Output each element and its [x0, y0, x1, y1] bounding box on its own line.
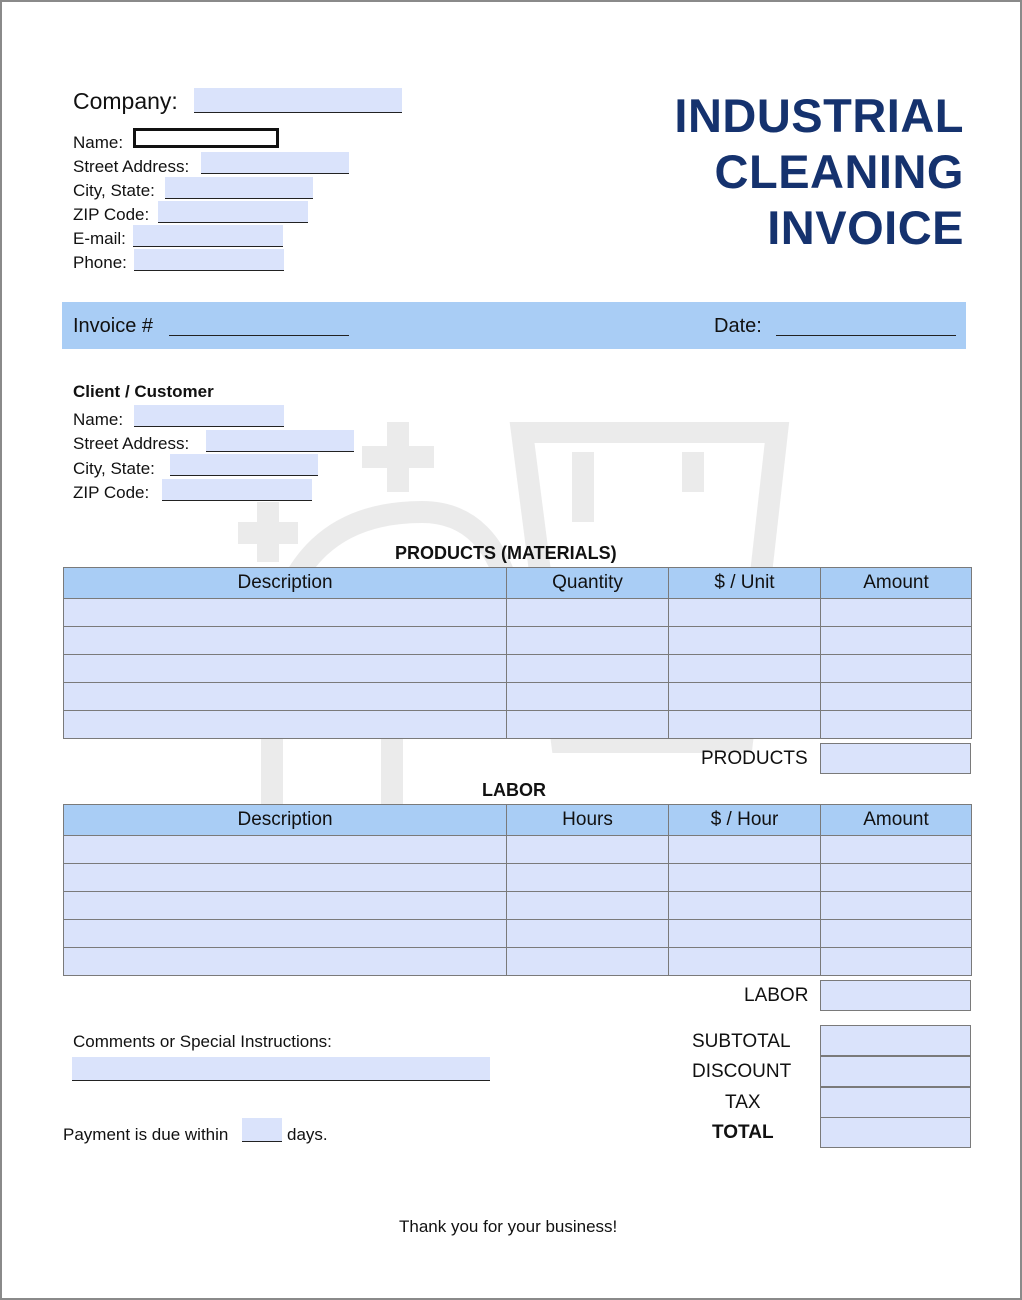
discount-field[interactable]: [820, 1056, 971, 1087]
cell[interactable]: [669, 655, 821, 683]
cell[interactable]: [64, 627, 507, 655]
company-city-field[interactable]: [165, 177, 313, 199]
tax-field[interactable]: [820, 1087, 971, 1118]
client-name-label: Name:: [73, 410, 124, 429]
date-field[interactable]: [776, 335, 956, 336]
thank-you-message: Thank you for your business!: [399, 1217, 618, 1236]
cell[interactable]: [64, 836, 507, 864]
products-col-amount: Amount: [821, 568, 972, 599]
cell[interactable]: [669, 627, 821, 655]
client-street-label: Street Address:: [73, 434, 190, 453]
products-heading: PRODUCTS (MATERIALS): [395, 543, 617, 563]
labor-col-hours: Hours: [507, 805, 669, 836]
comments-label: Comments or Special Instructions:: [73, 1032, 332, 1051]
cell[interactable]: [669, 920, 821, 948]
products-col-unit-price: $ / Unit: [669, 568, 821, 599]
client-zip-field[interactable]: [162, 479, 312, 501]
table-row: [64, 711, 972, 739]
cell[interactable]: [821, 599, 972, 627]
company-field[interactable]: [194, 88, 402, 113]
cell[interactable]: [669, 892, 821, 920]
payment-days-field[interactable]: [242, 1118, 282, 1142]
labor-heading: LABOR: [482, 780, 546, 800]
client-name-field[interactable]: [134, 405, 284, 427]
labor-table: [63, 804, 972, 976]
products-total-label: PRODUCTS: [701, 748, 808, 769]
title-line-2: CLEANING: [714, 145, 964, 198]
invoice-title: [674, 88, 964, 256]
labor-col-description: Description: [64, 805, 507, 836]
cell[interactable]: [64, 892, 507, 920]
company-phone-label: Phone:: [73, 253, 127, 272]
cell[interactable]: [507, 836, 669, 864]
labor-col-hourly-rate: $ / Hour: [669, 805, 821, 836]
subtotal-field[interactable]: [820, 1025, 971, 1056]
date-label: Date:: [714, 315, 762, 337]
company-email-label: E-mail:: [73, 229, 126, 248]
labor-header-row: [64, 805, 972, 836]
cell[interactable]: [64, 948, 507, 976]
company-label: Company:: [73, 88, 178, 114]
total-label: TOTAL: [712, 1122, 774, 1143]
cell[interactable]: [64, 864, 507, 892]
cell[interactable]: [821, 864, 972, 892]
discount-label: DISCOUNT: [692, 1061, 792, 1082]
labor-total-label: LABOR: [744, 985, 809, 1006]
cell[interactable]: [507, 920, 669, 948]
cell[interactable]: [64, 920, 507, 948]
cell[interactable]: [64, 599, 507, 627]
cell[interactable]: [821, 920, 972, 948]
payment-suffix: days.: [287, 1125, 328, 1144]
products-header-row: [64, 568, 972, 599]
table-row: [64, 948, 972, 976]
products-table: [63, 567, 972, 739]
table-row: [64, 655, 972, 683]
labor-total-field[interactable]: [820, 980, 971, 1011]
cell[interactable]: [507, 655, 669, 683]
table-row: [64, 599, 972, 627]
cell[interactable]: [507, 948, 669, 976]
cell[interactable]: [64, 683, 507, 711]
cell[interactable]: [507, 864, 669, 892]
cell[interactable]: [821, 627, 972, 655]
client-city-field[interactable]: [170, 454, 318, 476]
invoice-date-bar: [62, 302, 966, 349]
cell[interactable]: [507, 599, 669, 627]
title-line-1: INDUSTRIAL: [674, 89, 964, 142]
cell[interactable]: [821, 655, 972, 683]
company-name-field[interactable]: [133, 128, 279, 148]
company-zip-label: ZIP Code:: [73, 205, 150, 224]
cell[interactable]: [669, 948, 821, 976]
invoice-number-field[interactable]: [169, 335, 349, 336]
cell[interactable]: [821, 892, 972, 920]
cell[interactable]: [64, 655, 507, 683]
invoice-number-label: Invoice #: [73, 315, 154, 337]
subtotal-label: SUBTOTAL: [692, 1031, 791, 1052]
title-line-3: INVOICE: [767, 201, 964, 254]
company-phone-field[interactable]: [134, 249, 284, 271]
table-row: [64, 683, 972, 711]
client-heading: Client / Customer: [73, 382, 214, 401]
cell[interactable]: [669, 836, 821, 864]
table-row: [64, 836, 972, 864]
cell[interactable]: [821, 683, 972, 711]
cell[interactable]: [821, 711, 972, 739]
client-zip-label: ZIP Code:: [73, 483, 150, 502]
products-col-description: Description: [64, 568, 507, 599]
labor-col-amount: Amount: [821, 805, 972, 836]
cell[interactable]: [669, 864, 821, 892]
company-street-label: Street Address:: [73, 157, 190, 176]
cell[interactable]: [669, 711, 821, 739]
products-col-quantity: Quantity: [507, 568, 669, 599]
cell[interactable]: [507, 683, 669, 711]
client-city-label: City, State:: [73, 459, 155, 478]
comments-field[interactable]: [72, 1057, 490, 1081]
company-city-label: City, State:: [73, 181, 155, 200]
products-total-field[interactable]: [820, 743, 971, 774]
total-field[interactable]: [820, 1117, 971, 1148]
cell[interactable]: [821, 836, 972, 864]
company-email-field[interactable]: [133, 225, 283, 247]
company-zip-field[interactable]: [158, 201, 308, 223]
table-row: [64, 864, 972, 892]
client-street-field[interactable]: [206, 430, 354, 452]
cell[interactable]: [821, 948, 972, 976]
cell[interactable]: [669, 599, 821, 627]
cell[interactable]: [507, 627, 669, 655]
table-row: [64, 627, 972, 655]
cell[interactable]: [507, 711, 669, 739]
cell[interactable]: [507, 892, 669, 920]
tax-label: TAX: [725, 1092, 761, 1113]
table-row: [64, 892, 972, 920]
table-row: [64, 920, 972, 948]
payment-prefix: Payment is due within: [63, 1125, 229, 1144]
company-street-field[interactable]: [201, 152, 349, 174]
cell[interactable]: [669, 683, 821, 711]
cell[interactable]: [64, 711, 507, 739]
company-name-label: Name:: [73, 133, 124, 152]
